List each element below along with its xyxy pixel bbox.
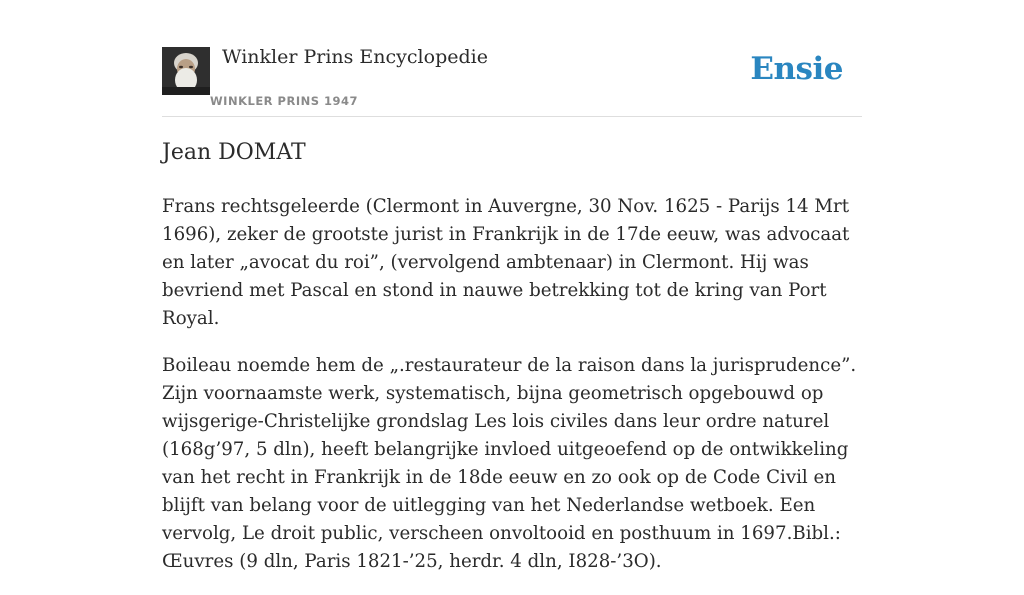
entry-title: Jean DOMAT <box>162 140 306 165</box>
brand-logo[interactable]: Ensie <box>750 51 843 87</box>
article-paragraph: Boileau noemde hem de „.restaurateur de la raison dans la jurisprudence”. Zijn voornaamste werk, systematisch, bijna geometrisch opgebouwd op wijsgerige-Christelijke grondslag Les lois civiles dans leur ordre naturel (168g’97, 5 dln), heeft belangrijke invloed uitgeoefend op de ontwikkeling van het recht in Frankrijk in de 18de eeuw en zo ook op de Code Civil en blijft van belang voor de uitlegging van het Nederlandse wetboek. Een vervolg, Le droit public, verscheen onvoltooid en posthuum in 1697.Bibl.: Œuvres (9 dln, Paris 1821-’25, herdr. 4 dln, I828-’3O). <box>162 355 857 572</box>
article-body <box>162 193 864 595</box>
source-title[interactable]: Winkler Prins Encyclopedie <box>222 46 488 68</box>
author-avatar[interactable] <box>162 47 210 95</box>
article-paragraph: Frans rechtsgeleerde (Clermont in Auvergne, 30 Nov. 1625 - Parijs 14 Mrt 1696), zeker de grootste jurist in Frankrijk in de 17de eeuw, was advocaat en later „avocat du roi”, (vervolgend ambtenaar) in Clermont. Hij was bevriend met Pascal en stond in nauwe betrekking tot de kring van Port Royal. <box>162 196 850 329</box>
source-header <box>162 46 862 117</box>
source-subtitle: WINKLER PRINS 1947 <box>210 94 359 108</box>
portrait-image <box>162 47 210 95</box>
